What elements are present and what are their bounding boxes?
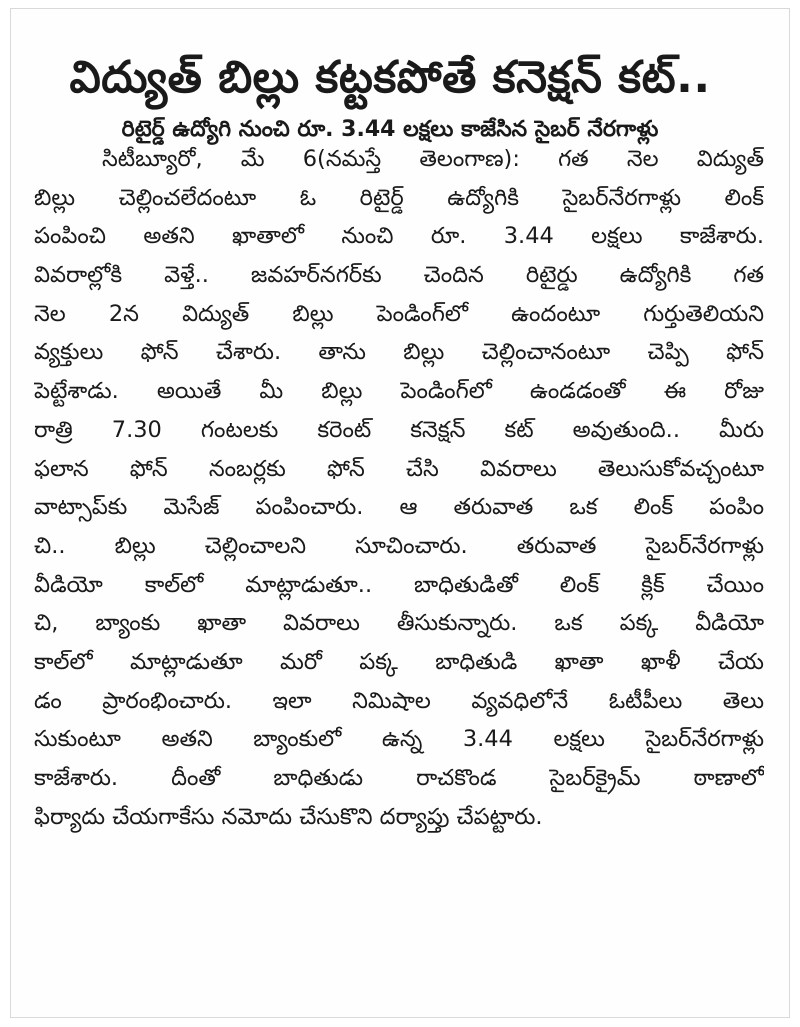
body-line: బిల్లు చెల్లించలేదంటూ ఓ రిటైర్డ్ ఉద్యోగికి సైబర్‌నేరగాళ్లు లింక్ bbox=[34, 184, 764, 211]
article-body bbox=[34, 140, 764, 836]
body-line: ఫిర్యాదు చేయగాకేసు నమోదు చేసుకొని దర్యాప్తు చేపట్టారు. bbox=[34, 803, 543, 830]
subheadline: రిటైర్డ్ ఉద్యోగి నుంచి రూ. 3.44 లక్షలు కాజేసిన సైబర్ నేరగాళ్లు bbox=[121, 117, 659, 143]
body-line: వాట్సాప్‌కు మెసేజ్ పంపించారు. ఆ తరువాత ఒక లింక్ పంపిం bbox=[34, 494, 764, 521]
body-line: వ్యక్తులు ఫోన్ చేశారు. తాను బిల్లు చెల్లించానంటూ చెప్పి ఫోన్ bbox=[34, 339, 764, 366]
body-line: చి, బ్యాంకు ఖాతా వివరాలు తీసుకున్నారు. ఒక పక్క వీడియో bbox=[34, 610, 764, 637]
body-line: పెట్టేశాడు. అయితే మీ బిల్లు పెండింగ్‌లో ఉండడంతో ఈ రోజు bbox=[34, 378, 764, 405]
body-line: కాజేశారు. దీంతో బాధితుడు రాచకొండ సైబర్‌క్రైమ్ ఠాణాలో bbox=[34, 765, 764, 791]
body-line: వీడియో కాల్‌లో మాట్లాడుతూ.. బాధితుడితో లింక్ క్లిక్ చేయిం bbox=[34, 571, 764, 598]
body-line: రాత్రి 7.30 గంటలకు కరెంట్ కనెక్షన్ కట్ అవుతుంది.. మీరు bbox=[34, 416, 764, 443]
body-line: నెల 2న విద్యుత్ బిల్లు పెండింగ్‌లో ఉందంటూ గుర్తుతెలియని bbox=[34, 300, 764, 327]
body-line: డం ప్రారంభించారు. ఇలా నిమిషాల వ్యవధిలోనే ఓటీపీలు తెలు bbox=[34, 687, 764, 714]
body-line: చి.. బిల్లు చెల్లించాలని సూచించారు. తరువాత సైబర్‌నేరగాళ్లు bbox=[34, 532, 764, 559]
body-line: వివరాల్లోకి వెళ్తే.. జవహర్‌నగర్‌కు చెందిన రిటైర్డు ఉద్యోగికి గత bbox=[34, 262, 764, 289]
headline: విద్యుత్ బిల్లు కట్టకపోతే కనెక్షన్ కట్.. bbox=[69, 52, 711, 104]
body-line: పంపించి అతని ఖాతాలో నుంచి రూ. 3.44 లక్షలు కాజేశారు. bbox=[34, 223, 764, 250]
body-line: ఫలాన ఫోన్ నంబర్లకు ఫోన్ చేసి వివరాలు తెలుసుకోవచ్చంటూ bbox=[34, 455, 764, 482]
body-line: సిటీబ్యూరో, మే 6(నమస్తే తెలంగాణ): గత నెల విద్యుత్ bbox=[102, 146, 764, 172]
body-line: సుకుంటూ అతని బ్యాంకులో ఉన్న 3.44 లక్షలు సైబర్‌నేరగాళ్లు bbox=[34, 726, 764, 753]
body-line: కాల్‌లో మాట్లాడుతూ మరో పక్క బాధితుడి ఖాతా ఖాళీ చేయ bbox=[34, 648, 764, 675]
